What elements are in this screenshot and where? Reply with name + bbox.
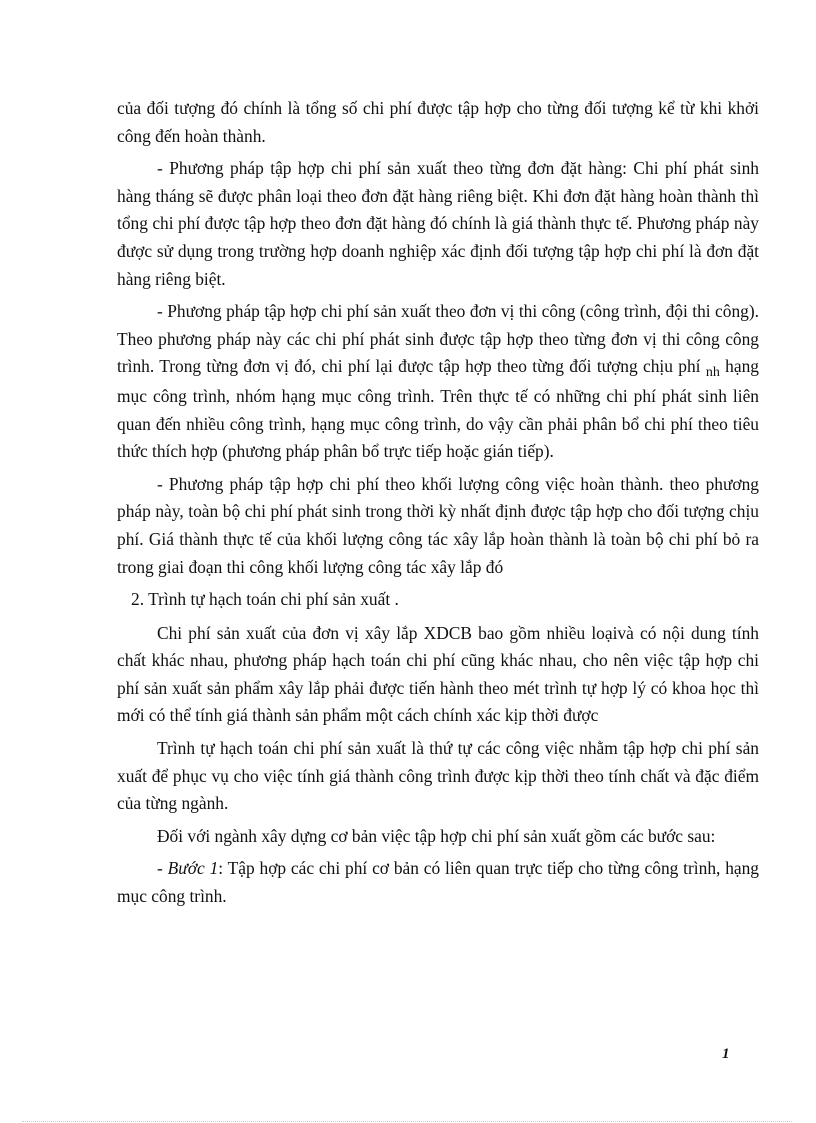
paragraph-steps-intro: Đối với ngành xây dựng cơ bản việc tập hợp chi phí sản xuất gồm các bước sau: bbox=[157, 825, 716, 846]
paragraph-construction-unit-part-2: hạng mục công trình, nhóm hạng mục công trình. Trên thực tế có những chi phí phát sinh liên quan đến nhiều công trình, hạng mục công trình, do vậy cần phải phân bổ chi phí theo tiêu thức thích hợp (phương pháp phân bổ trực tiếp hoặc gián tiếp). bbox=[117, 356, 759, 462]
paragraph-order-method: - Phương pháp tập hợp chi phí sản xuất theo từng đơn đặt hàng: Chi phí phát sinh hàng tháng sẽ được phân loại theo đơn đặt hàng riêng biệt. Khi đơn đặt hàng hoàn thành thì tổng chi phí được tập hợp theo đơn đặt hàng đó chính là giá thành thực tế. Phương pháp này được sử dụng trong trường hợp doanh nghiệp xác định đối tượng tập hợp chi phí là đơn đặt hàng riêng biệt. bbox=[117, 158, 759, 289]
footer-divider bbox=[22, 1121, 792, 1122]
paragraph-continuation: của đối tượng đó chính là tổng số chi phí được tập hợp cho từng đối tượng kể từ khi khởi công đến hoàn thành. bbox=[117, 98, 759, 146]
paragraph-work-volume-method: - Phương pháp tập hợp chi phí theo khối lượng công việc hoàn thành. theo phương pháp này, toàn bộ chi phí phát sinh trong thời kỳ nhất định được tập hợp cho đối tượng chịu phí. Giá thành thực tế của khối lượng công tác xây lắp hoàn thành là toàn bộ chi phí bỏ ra trong giai đoạn thi công khối lượng công tác xây lắp đó bbox=[117, 473, 759, 577]
step-1-body: : Tập hợp các chi phí cơ bản có liên quan trực tiếp cho từng công trình, hạng mục công trình. bbox=[117, 858, 760, 907]
paragraph-cost-overview: Chi phí sản xuất của đơn vị xây lắp XDCB bao gồm nhiều loạivà có nội dung tính chất khác nhau, phương pháp hạch toán chi phí cũng khác nhau, cho nên việc tập hợp chi phí sản xuất sản phẩm xây lắp phải được tiến hành theo mét trình tự hợp lý có khoa học thì mới có thể tính giá thành sản phẩm một cách chính xác kịp thời được bbox=[117, 622, 759, 726]
paragraph-accounting-sequence: Trình tự hạch toán chi phí sản xuất là thứ tự các công việc nhằm tập hợp chi phí sản xuất để phục vụ cho việc tính giá thành công trình được kịp thời theo tính chất và đặc điểm của từng ngành. bbox=[117, 738, 759, 814]
paragraph-construction-unit-part-1: - Phương pháp tập hợp chi phí sản xuất theo đơn vị thi công (công trình, đội thi công). Theo phương pháp này các chi phí phát sinh được tập hợp theo từng đơn vị thi công công trình. Trong từng đơn vị đó, chi phí lại được tập hợp theo từng đối tượng chịu phí bbox=[117, 301, 759, 377]
body-text bbox=[117, 95, 759, 916]
paragraph-construction-unit-method bbox=[117, 298, 759, 466]
step-1-prefix: - bbox=[157, 858, 168, 879]
paragraph-step-1 bbox=[117, 855, 759, 910]
step-1-label: Bước 1 bbox=[167, 858, 219, 879]
stray-text-fragment: nh bbox=[705, 365, 720, 381]
section-heading: 2. Trình tự hạch toán chi phí sản xuất . bbox=[131, 589, 399, 610]
page-number: 1 bbox=[722, 1046, 730, 1062]
